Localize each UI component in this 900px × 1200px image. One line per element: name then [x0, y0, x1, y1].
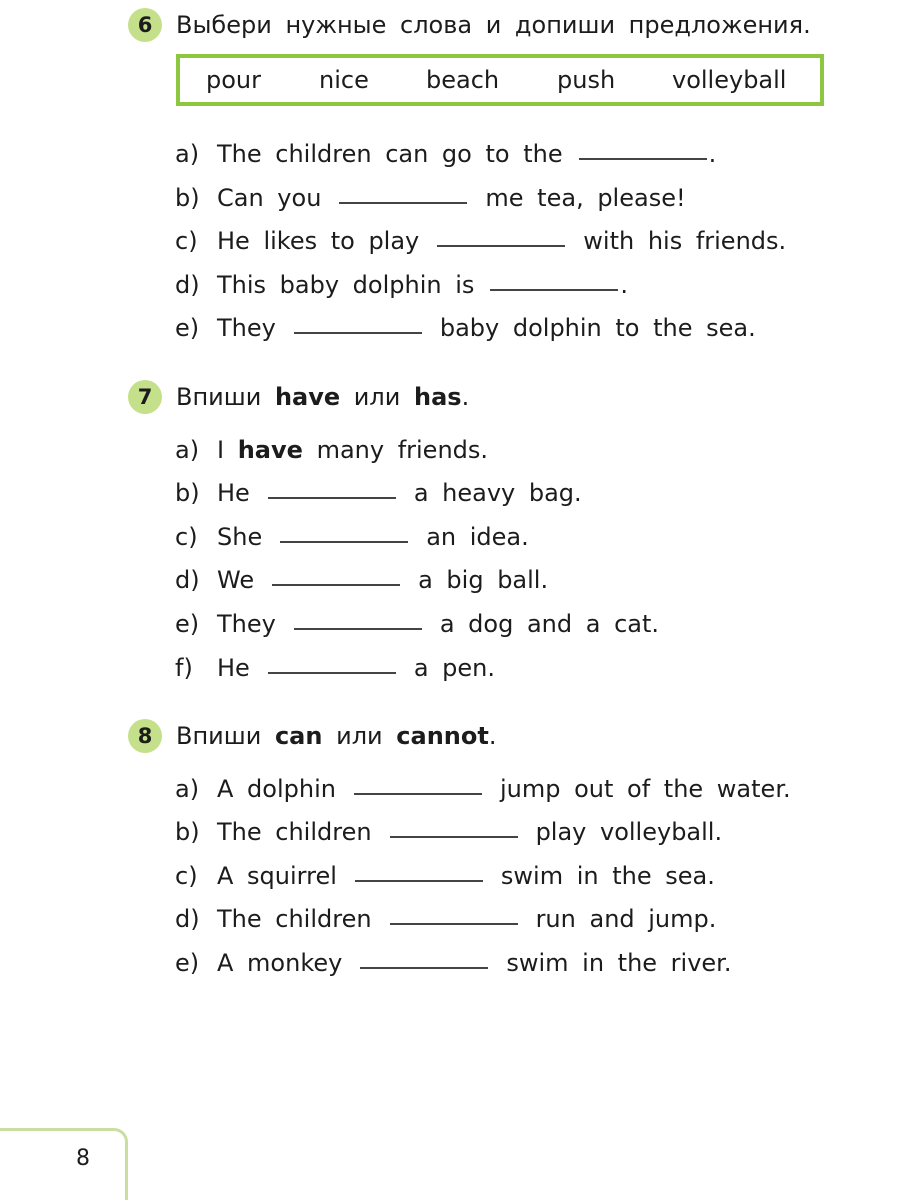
instruction-text: или — [353, 383, 401, 411]
exercise-line — [175, 475, 582, 511]
instruction-keyword: cannot — [396, 722, 489, 750]
sentence-start: A squirrel — [217, 862, 337, 890]
task-8-header — [128, 716, 497, 756]
sentence-start: He — [217, 654, 250, 682]
sentence-start: I — [217, 436, 225, 464]
task-6-header — [128, 5, 811, 45]
sentence-start: The children can go to the — [217, 140, 563, 168]
sentence-end: an idea. — [426, 523, 529, 551]
task-instruction — [176, 722, 497, 750]
sentence-end: . — [620, 271, 629, 299]
item-letter: d) — [175, 566, 200, 594]
answer-blank[interactable] — [360, 966, 488, 969]
item-letter: b) — [175, 479, 200, 507]
instruction-text: Впиши — [176, 383, 262, 411]
item-letter: e) — [175, 314, 200, 342]
instruction-keyword: have — [274, 383, 341, 411]
sentence-start: The children — [217, 905, 372, 933]
sentence-start: The children — [217, 818, 372, 846]
answer-blank[interactable] — [579, 157, 707, 160]
sentence-end: me tea, please! — [485, 184, 686, 212]
exercise-line — [175, 519, 529, 555]
exercise-line — [175, 223, 786, 259]
sentence-end: a heavy bag. — [413, 479, 582, 507]
word-bank-item: nice — [319, 66, 369, 94]
item-letter: a) — [175, 775, 200, 803]
task-instruction — [176, 383, 469, 411]
sentence-start: They — [217, 610, 276, 638]
item-letter: b) — [175, 184, 200, 212]
example-line — [175, 432, 488, 468]
exercise-line — [175, 771, 791, 807]
task-number-badge: 7 — [128, 380, 162, 414]
item-letter: c) — [175, 862, 198, 890]
task-instruction: Выбери нужные слова и допиши предложения. — [176, 11, 811, 39]
sentence-start: She — [217, 523, 263, 551]
example-answer: have — [237, 436, 303, 464]
item-letter: a) — [175, 436, 200, 464]
task-number-badge: 8 — [128, 719, 162, 753]
answer-blank[interactable] — [390, 835, 518, 838]
word-bank-item: beach — [426, 66, 500, 94]
answer-blank[interactable] — [339, 201, 467, 204]
sentence-end: run and jump. — [535, 905, 717, 933]
sentence-start: He likes to play — [217, 227, 420, 255]
page-corner-frame — [0, 1128, 128, 1200]
answer-blank[interactable] — [490, 288, 618, 291]
answer-blank[interactable] — [280, 540, 408, 543]
word-bank-item: pour — [206, 66, 261, 94]
answer-blank[interactable] — [294, 627, 422, 630]
sentence-end: play volleyball. — [535, 818, 723, 846]
word-bank — [176, 54, 824, 106]
sentence-end: a pen. — [413, 654, 495, 682]
sentence-start: A dolphin — [217, 775, 336, 803]
item-letter: e) — [175, 949, 200, 977]
sentence-start: This baby dolphin is — [217, 271, 475, 299]
item-letter: c) — [175, 227, 198, 255]
answer-blank[interactable] — [294, 331, 422, 334]
sentence-start: A monkey — [217, 949, 343, 977]
exercise-line — [175, 945, 731, 981]
exercise-line — [175, 267, 628, 303]
answer-blank[interactable] — [268, 671, 396, 674]
sentence-end: baby dolphin to the sea. — [439, 314, 756, 342]
exercise-line — [175, 180, 686, 216]
task-7-header — [128, 377, 469, 417]
exercise-line — [175, 650, 495, 686]
sentence-start: They — [217, 314, 276, 342]
item-letter: b) — [175, 818, 200, 846]
sentence-end: jump out of the water. — [499, 775, 791, 803]
sentence-end: swim in the river. — [506, 949, 732, 977]
instruction-text: . — [461, 383, 470, 411]
exercise-line — [175, 310, 756, 346]
page-number: 8 — [76, 1146, 90, 1171]
task-number-badge: 6 — [128, 8, 162, 42]
instruction-text: Впиши — [176, 722, 262, 750]
item-letter: f) — [175, 654, 193, 682]
item-letter: a) — [175, 140, 200, 168]
sentence-start: We — [217, 566, 255, 594]
answer-blank[interactable] — [268, 496, 396, 499]
answer-blank[interactable] — [390, 922, 518, 925]
instruction-keyword: can — [274, 722, 323, 750]
instruction-text: или — [336, 722, 383, 750]
sentence-end: swim in the sea. — [500, 862, 715, 890]
answer-blank[interactable] — [272, 583, 400, 586]
item-letter: d) — [175, 271, 200, 299]
sentence-end: . — [708, 140, 717, 168]
sentence-end: a big ball. — [418, 566, 549, 594]
instruction-text: . — [488, 722, 497, 750]
sentence-end: a dog and a cat. — [439, 610, 660, 638]
exercise-line — [175, 606, 659, 642]
answer-blank[interactable] — [437, 244, 565, 247]
exercise-line — [175, 814, 722, 850]
answer-blank[interactable] — [355, 879, 483, 882]
sentence-end: many friends. — [316, 436, 489, 464]
instruction-keyword: has — [413, 383, 462, 411]
word-bank-item: volleyball — [672, 66, 787, 94]
exercise-line — [175, 562, 548, 598]
exercise-line — [175, 136, 716, 172]
sentence-start: He — [217, 479, 250, 507]
item-letter: e) — [175, 610, 200, 638]
exercise-line — [175, 901, 716, 937]
sentence-start: Can you — [217, 184, 322, 212]
item-letter: d) — [175, 905, 200, 933]
exercise-line — [175, 858, 715, 894]
word-bank-item: push — [557, 66, 616, 94]
answer-blank[interactable] — [354, 792, 482, 795]
sentence-end: with his friends. — [583, 227, 787, 255]
item-letter: c) — [175, 523, 198, 551]
